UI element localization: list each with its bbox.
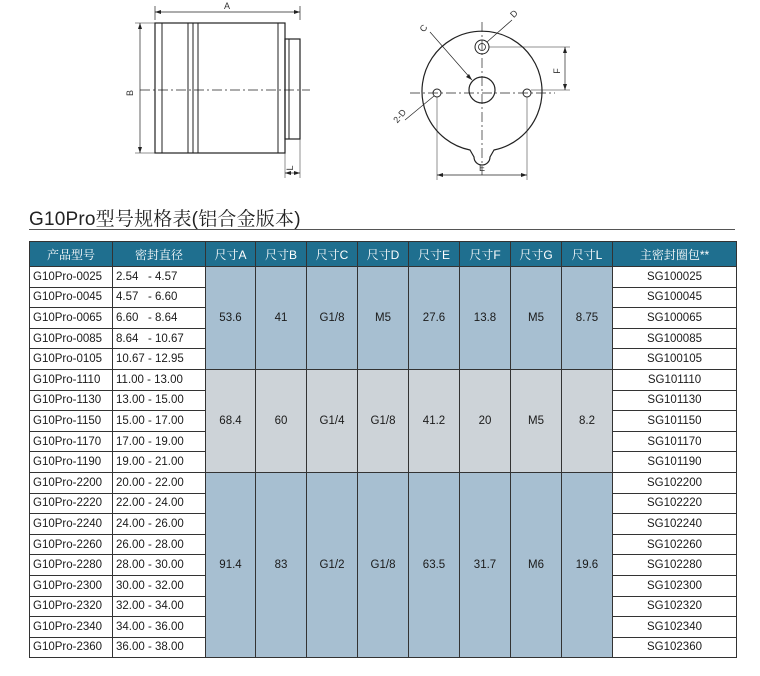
seal-kit-cell: SG101190 — [613, 452, 737, 473]
dim-label-e: E — [478, 163, 486, 173]
dimension-cell: M5 — [511, 369, 562, 472]
seal-diameter-cell: 24.00 - 26.00 — [113, 514, 206, 535]
spec-group — [30, 369, 737, 472]
seal-diameter-cell: 13.00 - 15.00 — [113, 390, 206, 411]
spec-group — [30, 267, 737, 370]
model-cell: G10Pro-1170 — [30, 431, 113, 452]
column-header: 密封直径 — [113, 242, 206, 267]
dimension-cell: 60 — [256, 369, 307, 472]
seal-kit-cell: SG101150 — [613, 411, 737, 432]
technical-drawing — [0, 0, 760, 190]
seal-kit-cell: SG102340 — [613, 617, 737, 638]
dimension-cell: G1/8 — [358, 369, 409, 472]
column-header: 主密封圈包** — [613, 242, 737, 267]
seal-kit-cell: SG101110 — [613, 369, 737, 390]
model-cell: G10Pro-0065 — [30, 308, 113, 329]
dimension-cell: M5 — [511, 267, 562, 370]
model-cell: G10Pro-2220 — [30, 493, 113, 514]
model-cell: G10Pro-2280 — [30, 555, 113, 576]
column-header: 尺寸C — [307, 242, 358, 267]
column-header: 尺寸L — [562, 242, 613, 267]
dimension-cell: G1/8 — [358, 472, 409, 657]
seal-kit-cell: SG101170 — [613, 431, 737, 452]
seal-kit-cell: SG102240 — [613, 514, 737, 535]
seal-diameter-cell: 26.00 - 28.00 — [113, 534, 206, 555]
dimension-cell: M5 — [358, 267, 409, 370]
model-cell: G10Pro-1130 — [30, 390, 113, 411]
spec-group — [30, 472, 737, 657]
dim-label-a: A — [223, 1, 231, 11]
page-title: G10Pro型号规格表(铝合金版本) — [29, 209, 301, 230]
model-cell: G10Pro-2340 — [30, 617, 113, 638]
seal-diameter-cell: 22.00 - 24.00 — [113, 493, 206, 514]
header-row — [30, 242, 737, 267]
title-divider — [29, 229, 735, 230]
seal-kit-cell: SG102220 — [613, 493, 737, 514]
seal-kit-cell: SG100045 — [613, 287, 737, 308]
dimension-cell: 63.5 — [409, 472, 460, 657]
column-header: 尺寸A — [206, 242, 256, 267]
seal-kit-cell: SG100065 — [613, 308, 737, 329]
model-cell: G10Pro-2300 — [30, 575, 113, 596]
seal-diameter-cell: 36.00 - 38.00 — [113, 637, 206, 658]
seal-diameter-cell: 10.67 - 12.95 — [113, 349, 206, 370]
dimension-cell: G1/8 — [307, 267, 358, 370]
seal-diameter-cell: 20.00 - 22.00 — [113, 472, 206, 493]
model-cell: G10Pro-0045 — [30, 287, 113, 308]
seal-diameter-cell: 11.00 - 13.00 — [113, 369, 206, 390]
seal-kit-cell: SG102300 — [613, 575, 737, 596]
seal-kit-cell: SG102360 — [613, 637, 737, 658]
dimension-cell: G1/4 — [307, 369, 358, 472]
table-row — [30, 369, 737, 390]
seal-kit-cell: SG102320 — [613, 596, 737, 617]
seal-diameter-cell: 8.64 - 10.67 — [113, 328, 206, 349]
dimension-cell: 20 — [460, 369, 511, 472]
dimension-cell: G1/2 — [307, 472, 358, 657]
seal-diameter-cell: 30.00 - 32.00 — [113, 575, 206, 596]
dim-label-2d: 2-D — [391, 107, 409, 125]
column-header: 尺寸E — [409, 242, 460, 267]
model-cell: G10Pro-2240 — [30, 514, 113, 535]
dimension-cell: 41 — [256, 267, 307, 370]
column-header: 尺寸B — [256, 242, 307, 267]
model-cell: G10Pro-1150 — [30, 411, 113, 432]
dimension-cell: 41.2 — [409, 369, 460, 472]
seal-kit-cell: SG100085 — [613, 328, 737, 349]
model-cell: G10Pro-2360 — [30, 637, 113, 658]
front-view — [405, 20, 570, 180]
model-cell: G10Pro-1190 — [30, 452, 113, 473]
dim-label-d: D — [508, 8, 520, 20]
dimension-cell: 19.6 — [562, 472, 613, 657]
dimension-cell: 31.7 — [460, 472, 511, 657]
dimension-cell: 27.6 — [409, 267, 460, 370]
column-header: 尺寸D — [358, 242, 409, 267]
seal-kit-cell: SG102200 — [613, 472, 737, 493]
seal-diameter-cell: 34.00 - 36.00 — [113, 617, 206, 638]
seal-kit-cell: SG100105 — [613, 349, 737, 370]
spec-table — [29, 241, 737, 658]
seal-kit-cell: SG102280 — [613, 555, 737, 576]
model-cell: G10Pro-0105 — [30, 349, 113, 370]
model-cell: G10Pro-0025 — [30, 267, 113, 288]
model-cell: G10Pro-2200 — [30, 472, 113, 493]
seal-diameter-cell: 28.00 - 30.00 — [113, 555, 206, 576]
seal-diameter-cell: 17.00 - 19.00 — [113, 431, 206, 452]
dim-label-b: B — [125, 89, 135, 97]
dimension-cell: 8.2 — [562, 369, 613, 472]
seal-diameter-cell: 4.57 - 6.60 — [113, 287, 206, 308]
dimension-cell: 68.4 — [206, 369, 256, 472]
model-cell: G10Pro-1110 — [30, 369, 113, 390]
seal-diameter-cell: 19.00 - 21.00 — [113, 452, 206, 473]
dimension-cell: 83 — [256, 472, 307, 657]
model-cell: G10Pro-0085 — [30, 328, 113, 349]
table-row — [30, 267, 737, 288]
model-cell: G10Pro-2260 — [30, 534, 113, 555]
seal-kit-cell: SG101130 — [613, 390, 737, 411]
column-header: 尺寸G — [511, 242, 562, 267]
seal-kit-cell: SG102260 — [613, 534, 737, 555]
column-header: 产品型号 — [30, 242, 113, 267]
seal-diameter-cell: 32.00 - 34.00 — [113, 596, 206, 617]
dimension-cell: M6 — [511, 472, 562, 657]
table-row — [30, 472, 737, 493]
model-cell: G10Pro-2320 — [30, 596, 113, 617]
dimension-cell: 91.4 — [206, 472, 256, 657]
dim-label-f: F — [552, 68, 562, 74]
seal-diameter-cell: 15.00 - 17.00 — [113, 411, 206, 432]
column-header: 尺寸F — [460, 242, 511, 267]
dimension-cell: 13.8 — [460, 267, 511, 370]
dim-label-c: C — [417, 22, 430, 34]
dim-label-l: L — [285, 165, 295, 171]
dimension-cell: 53.6 — [206, 267, 256, 370]
side-view — [135, 6, 310, 178]
seal-diameter-cell: 6.60 - 8.64 — [113, 308, 206, 329]
dimension-cell: 8.75 — [562, 267, 613, 370]
seal-diameter-cell: 2.54 - 4.57 — [113, 267, 206, 288]
seal-kit-cell: SG100025 — [613, 267, 737, 288]
